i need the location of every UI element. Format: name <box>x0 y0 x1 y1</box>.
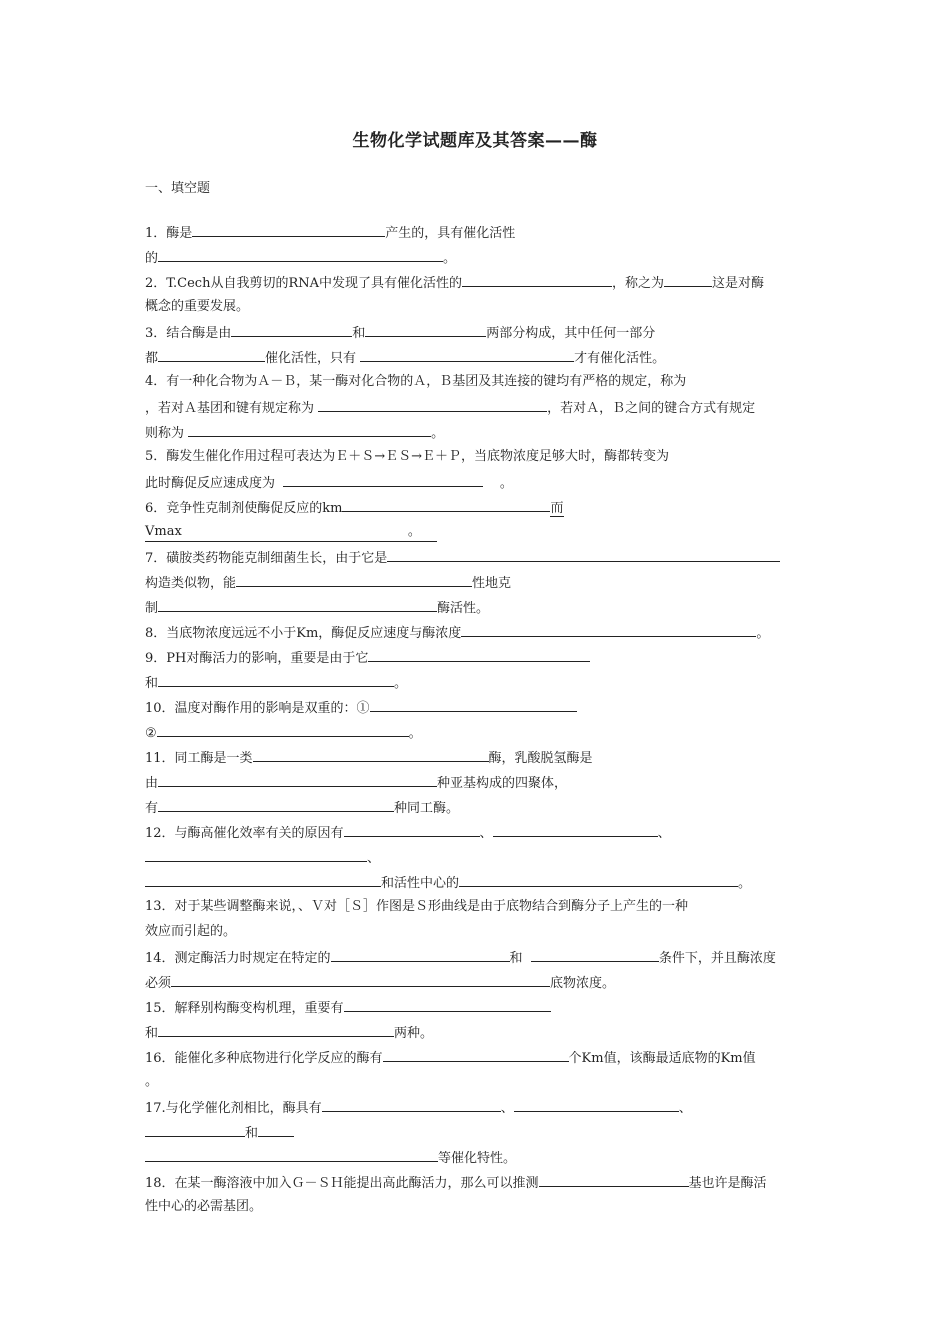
q14-line2: 必须 底物浓度。 <box>145 973 615 993</box>
q18-line2: 性中心的必需基团。 <box>145 1199 263 1214</box>
q10-line1: 10．温度对酶作用的影响是双重的：① <box>145 698 577 718</box>
q15-line2: 和 两种。 <box>145 1023 433 1043</box>
q15-line1: 15．解释别构酶变构机理，重要有 <box>145 998 551 1018</box>
q16-line2: 。 <box>145 1074 159 1089</box>
q4-line2: ，若对Ａ基团和键有规定称为 ，若对Ａ，Ｂ之间的键合方式有规定 <box>145 398 755 418</box>
q2-line2: 概念的重要发展。 <box>145 299 250 314</box>
q9-line1: 9．PH对酶活力的影响，重要是由于它 <box>145 648 590 668</box>
q16-line1: 16．能催化多种底物进行化学反应的酶有 个Km值，该酶最适底物的Km值 <box>145 1048 756 1068</box>
q17-line3: 等催化特性。 <box>145 1148 516 1168</box>
q14-line1: 14．测定酶活力时规定在特定的 和 条件下，并且酶浓度 <box>145 948 776 968</box>
q7-line2: 构造类似物，能 性地克 <box>145 573 511 593</box>
q11-line3: 有 种同工酶。 <box>145 798 459 818</box>
q7-line3: 制 酶活性。 <box>145 598 489 618</box>
q2-line1: 2．T.Cech从自我剪切的RNA中发现了具有催化活性的 ，称之为 这是对酶 <box>145 273 764 293</box>
q5-line1: 5．酶发生催化作用过程可表达为Ｅ＋Ｓ→ＥＳ→Ｅ＋Ｐ，当底物浓度足够大时，酶都转变为 <box>145 449 670 464</box>
document-title: 生物化学试题库及其答案——酶 <box>352 131 598 151</box>
q12-line2: 、 <box>145 848 380 868</box>
q6-line2: Vmax 。 <box>145 523 437 542</box>
q1-line2: 的 。 <box>145 248 456 268</box>
q9-line2: 和 。 <box>145 673 407 693</box>
q10-line2: ② 。 <box>145 723 422 743</box>
section-heading: 一、填空题 <box>145 181 211 196</box>
q3-line1: 3．结合酶是由 和 两部分构成，其中任何一部分 <box>145 323 655 343</box>
q18-line1: 18．在某一酶溶液中加入Ｇ－ＳＨ能提出高此酶活力，那么可以推测 基也许是酶活 <box>145 1173 767 1193</box>
q5-line2: 此时酶促反应速成度为 。 <box>145 473 513 493</box>
q6-line1: 6．竞争性克制剂使酶促反应的km 而 <box>145 498 564 518</box>
q8-line1: 8．当底物浓度远远不小于Km，酶促反应速度与酶浓度 。 <box>145 623 769 643</box>
q4-line1: 4．有一种化合物为Ａ－Ｂ，某一酶对化合物的Ａ，Ｂ基团及其连接的键均有严格的规定，称为 <box>145 374 687 389</box>
q11-line2: 由 种亚基构成的四聚体， <box>145 773 567 793</box>
q17-line2: 和 <box>145 1123 294 1143</box>
q1-line1: 1．酶是 产生的，具有催化活性 <box>145 223 515 243</box>
q4-line3: 则称为 。 <box>145 423 444 443</box>
q13-line1: 13．对于某些调整酶来说，、Ｖ对［Ｓ］作图是Ｓ形曲线是由于底物结合到酶分子上产生的一种 <box>145 899 689 914</box>
q17-line1: 17.与化学催化剂相比，酶具有 、 、 <box>145 1098 692 1118</box>
q11-line1: 11．同工酶是一类 酶，乳酸脱氢酶是 <box>145 748 593 768</box>
q12-line1: 12．与酶高催化效率有关的原因有 、 、 <box>145 823 671 843</box>
q7-line1: 7．磺胺类药物能克制细菌生长，由于它是 <box>145 548 780 568</box>
q12-line3: 和活性中心的 。 <box>145 873 751 893</box>
q13-line2: 效应而引起的。 <box>145 924 237 939</box>
q3-line2: 都 催化活性，只有 才有催化活性。 <box>145 348 665 368</box>
